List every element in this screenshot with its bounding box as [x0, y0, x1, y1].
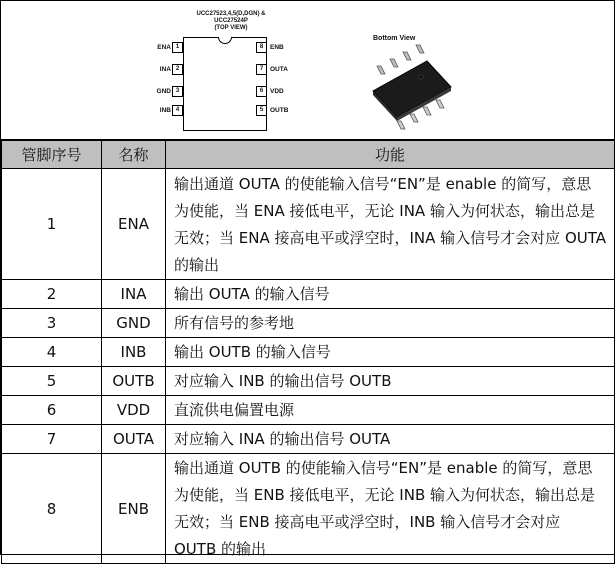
cell-pin-function: 输出通道 OUTA 的使能输入信号“EN”是 enable 的简写，意思为使能，当 ENA 接低电平，无论 INA 输入为何状态，输出总是无效；当 ENA 接高电平或浮空时，INA 输入信号才会对应 OUTA 的输出 [166, 169, 615, 280]
chip-outline [183, 37, 267, 131]
table-row [2, 454, 615, 564]
table-row [2, 425, 615, 454]
cell-pin-number: 3 [2, 309, 102, 338]
cell-pin-number: 4 [2, 338, 102, 367]
cell-pin-name: INB [102, 338, 166, 367]
pin-number: 5 [256, 105, 267, 116]
pin-number: 3 [172, 86, 183, 97]
pin-label: VDD [270, 88, 284, 95]
pin-8 [256, 42, 316, 53]
cell-pin-function: 输出通道 OUTB 的使能输入信号“EN”是 enable 的简写，意思为使能，当 ENB 接低电平，无论 INB 输入为何状态，输出总是无效；当 ENB 接高电平或浮空时，INB 输入信号才会对应 OUTB 的输出 [166, 454, 615, 564]
cell-pin-name: INA [102, 280, 166, 309]
pin-6 [256, 86, 316, 97]
pinout-title-line: UCC27524P [214, 18, 248, 24]
soic-package-icon [363, 31, 463, 131]
pin-7 [256, 64, 316, 75]
pin-4 [141, 105, 183, 116]
cell-pin-name: ENB [102, 454, 166, 564]
cell-pin-function: 所有信号的参考地 [166, 309, 615, 338]
pin-label: GND [156, 88, 171, 95]
bottom-view-label: Bottom View [373, 35, 416, 42]
pin-function-table [1, 140, 615, 564]
pin-label: INA [159, 66, 171, 73]
pin-label: INB [159, 107, 171, 114]
header-function: 功能 [166, 141, 615, 169]
cell-pin-number: 2 [2, 280, 102, 309]
table-row [2, 280, 615, 309]
table-row [2, 367, 615, 396]
package-figure [1, 1, 614, 140]
pin-number: 7 [256, 64, 267, 75]
table-row [2, 338, 615, 367]
pin-label: OUTB [270, 107, 289, 114]
pinout-title-line: (TOP VIEW) [214, 25, 248, 31]
pinout-title-line: UCC27523,4,5(D,DGN) & [196, 11, 266, 17]
cell-pin-number: 5 [2, 367, 102, 396]
cell-pin-function: 输出 OUTB 的输入信号 [166, 338, 615, 367]
pin-label: ENB [270, 44, 284, 51]
cell-pin-function: 对应输入 INA 的输出信号 OUTA [166, 425, 615, 454]
cell-pin-name: ENA [102, 169, 166, 280]
pin-label: ENA [157, 44, 171, 51]
cell-pin-name: VDD [102, 396, 166, 425]
cell-pin-number: 1 [2, 169, 102, 280]
pin-number: 4 [172, 105, 183, 116]
cell-pin-number: 8 [2, 454, 102, 564]
cell-pin-number: 7 [2, 425, 102, 454]
header-name: 名称 [102, 141, 166, 169]
pin-5 [256, 105, 316, 116]
cell-pin-function: 输出 OUTA 的输入信号 [166, 280, 615, 309]
pin-1 [141, 42, 183, 53]
cell-pin-name: GND [102, 309, 166, 338]
cell-pin-name: OUTB [102, 367, 166, 396]
table-header-row [2, 141, 615, 169]
cell-pin-number: 6 [2, 396, 102, 425]
pin-number: 1 [172, 42, 183, 53]
pin-number: 8 [256, 42, 267, 53]
pin-label: OUTA [270, 66, 288, 73]
table-row [2, 169, 615, 280]
cell-pin-function: 对应输入 INB 的输出信号 OUTB [166, 367, 615, 396]
table-row [2, 309, 615, 338]
pin-3 [141, 86, 183, 97]
bottom-view-illustration [363, 31, 463, 131]
pin-number: 6 [256, 86, 267, 97]
header-pin-number: 管脚序号 [2, 141, 102, 169]
pinout-diagram [156, 11, 311, 131]
pin-2 [141, 64, 183, 75]
table-row [2, 396, 615, 425]
cell-pin-function: 直流供电偏置电源 [166, 396, 615, 425]
pin-number: 2 [172, 64, 183, 75]
cell-pin-name: OUTA [102, 425, 166, 454]
